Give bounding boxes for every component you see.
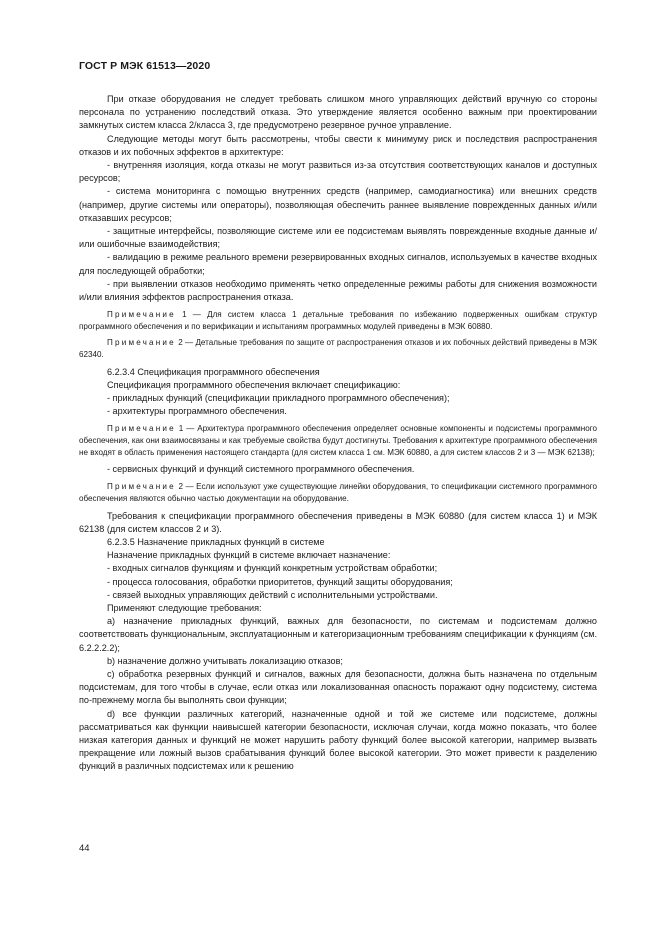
note-text: 1 — Для систем класса 1 детальные требования по избежанию подверженных ошибкам структур программного обеспечения и по верификации и испытаниям программных модулей приведены в МЭК 60880. <box>79 310 597 331</box>
body-paragraph: - прикладных функций (спецификации прикладного программного обеспечения); <box>107 393 450 404</box>
note-paragraph <box>79 309 597 332</box>
page-number: 44 <box>79 843 90 854</box>
body-paragraph: Требования к спецификации программного обеспечения приведены в МЭК 60880 (для систем класса 1) и МЭК 62138 (для систем классов 2 и 3). <box>79 510 597 534</box>
body-paragraph: - внутренняя изоляция, когда отказы не могут развиться из-за отсутствия соответствующих каналов и доступных ресурсов; <box>79 160 597 184</box>
body-paragraph: Применяют следующие требования: <box>107 603 262 614</box>
body-paragraph: - архитектуры программного обеспечения. <box>107 406 287 417</box>
body-paragraph: d) все функции различных категорий, назначенные одной и той же системе или подсистеме, должны рассматриваться как функции наивысшей категории безопасности, исключая случаи, когда можно показать, что более низкая категория данных и функций не может нарушить работу функций более высокой категории, например вызвать прекращение или ложный вызов срабатывания функций более высокой категории. Это может привести к разделению функций в различных подсистемах или к решению <box>79 708 597 772</box>
body-paragraph: - сервисных функций и функций системного программного обеспечения. <box>107 464 415 475</box>
body-paragraph: - связей выходных управляющих действий с исполнительными устройствами. <box>107 589 438 600</box>
note-label: Примечание <box>107 310 176 320</box>
body-paragraph: - входных сигналов функциям и функций конкретным устройствам обработки; <box>107 563 438 574</box>
note-text: 1 — Архитектура программного обеспечения определяет основные компоненты и подсистемы программного обеспечения, как они взаимосвязаны и как требуемые свойства будут достигнуты. Требования к архитектуре программного обеспечения не входят в область применения настоящего стандарта (для систем класса 1 см. МЭК 60880, а для систем классов 2 и 3 — МЭК 62138); <box>79 424 597 457</box>
body-paragraph: a) назначение прикладных функций, важных для безопасности, по системам и подсистемам должно соответствовать функциональным, эксплуатационным и категоризационным требованиям спецификации к функциям (см. 6.2.2.2.2); <box>79 616 598 653</box>
document-header: ГОСТ Р МЭК 61513—2020 <box>79 60 211 72</box>
body-paragraph: - защитные интерфейсы, позволяющие системе или ее подсистемам выявлять поврежденные входные данные и/или ошибочные взаимодействия; <box>79 226 597 250</box>
body-paragraph: - валидацию в режиме реального времени резервированных входных сигналов, используемых в качестве входных для последующей обработки; <box>79 252 597 276</box>
note-label: Примечание <box>107 424 176 434</box>
body-paragraph: - при выявлении отказов необходимо применять четко определенные режимы работы для снижения возможности и/или влияния эффектов распространения отказа. <box>79 278 597 303</box>
body-paragraph: Спецификация программного обеспечения включает спецификацию: <box>107 379 401 390</box>
note-label: Примечание <box>107 482 176 492</box>
note-paragraph <box>79 423 597 458</box>
note-text: 2 — Детальные требования по защите от распространения отказов и их побочных действий приведены в МЭК 62340. <box>79 338 597 360</box>
page-body <box>79 93 597 774</box>
note-label: Примечание <box>107 338 176 348</box>
note-text: 2 — Если используют уже существующие линейки оборудования, то спецификации системного программного обеспечения являются обычно частью документации на оборудование. <box>79 482 598 504</box>
note-paragraph <box>79 481 597 504</box>
body-paragraph: - процесса голосования, обработки приоритетов, функций защиты оборудования; <box>107 576 453 587</box>
body-paragraph: c) обработка резервных функций и сигналов, важных для безопасности, должна быть назначена по отдельным подсистемам, для того чтобы в случае, если отказ или локализованная опасность поражают одну подсистему, система по-прежнему могла бы выполнять свои функции; <box>79 669 597 706</box>
body-paragraph: - система мониторинга с помощью внутренних средств (например, самодиагностика) или внешних средств (например, другие системы или операторы), позволяющая обеспечить раннее выявление поврежденных данных и/или отказавших ресурсов; <box>79 186 597 223</box>
body-paragraph: Назначение прикладных функций в системе включает назначение: <box>107 550 391 561</box>
section-heading: 6.2.3.4 Спецификация программного обеспечения <box>107 366 320 377</box>
note-paragraph <box>79 337 597 360</box>
body-paragraph: 6.2.3.5 Назначение прикладных функций в системе <box>107 537 325 548</box>
body-paragraph: При отказе оборудования не следует требовать слишком много управляющих действий вручную со стороны персонала по устранению последствий отказа. Это утверждение является особенно важным при проектировании замкнутых систем класса 2/класса 3, где предусмотрено резервное ручное управление. <box>79 94 597 131</box>
body-paragraph: Следующие методы могут быть рассмотрены, чтобы свести к минимуму риск и последствия распространения отказов и их побочных эффектов в архитектуре: <box>79 133 597 157</box>
body-paragraph: b) назначение должно учитывать локализацию отказов; <box>107 655 343 666</box>
